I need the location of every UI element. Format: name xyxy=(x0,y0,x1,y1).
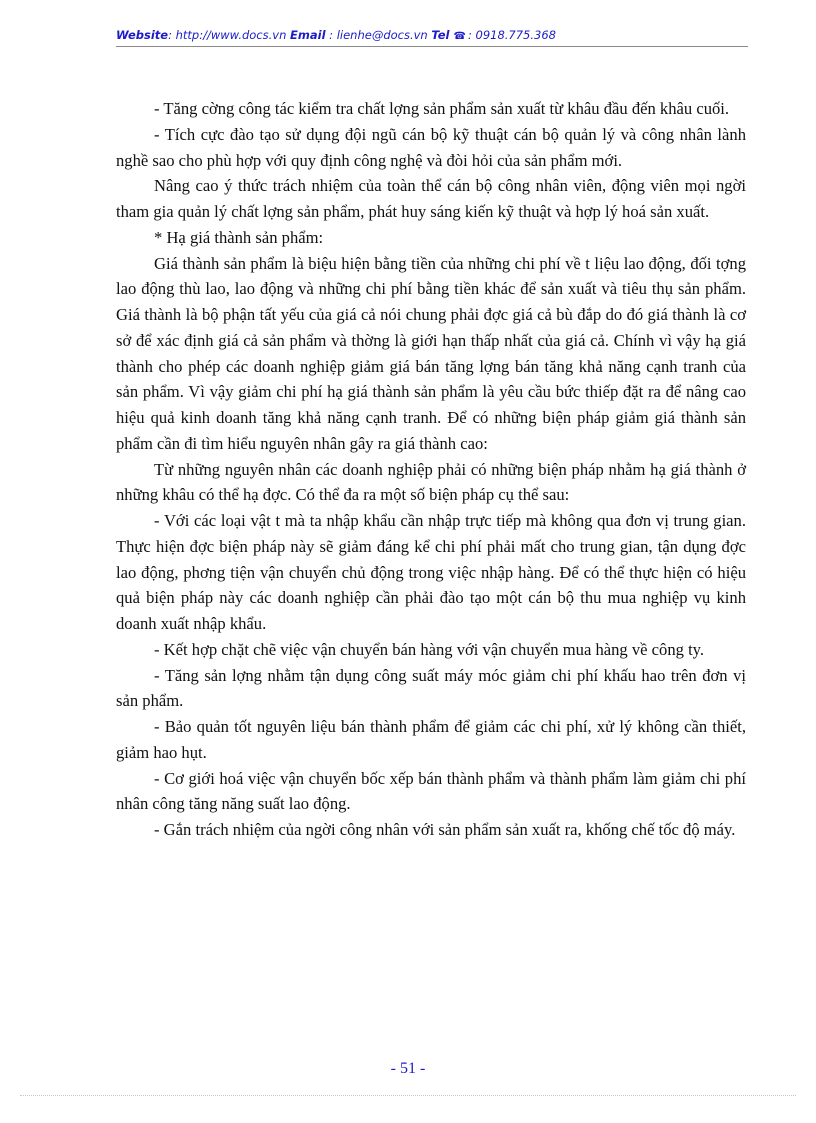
phone-icon: ☎ xyxy=(453,31,466,42)
paragraph: Giá thành sản phẩm là biệu hiện bằng tiền của những chi phí về t liệu lao động, đối tợng lao động thù lao, lao động và những chi phí bằng tiền khác để sản xuất và tiêu thụ sản phẩm. Giá thành là bộ phận tất yếu của giá cả nói chung phải đợc giá cả bù đắp do đó giá thành là cơ sở để xác định giá cả sản phẩm và thờng là giới hạn thấp nhất của giá cả. Chính vì vậy hạ giá thành cho phép các doanh nghiệp giảm giá bán tăng lợng bán tăng khả năng cạnh tranh của sản phẩm. Vì vậy giảm chi phí hạ giá thành sản phẩm là yêu cầu bức thiếp đặt ra để nâng cao hiệu quả kinh doanh tăng khả năng cạnh tranh. Để có những biện pháp giảm giá thành sản phẩm cần đi tìm hiểu nguyên nhân gây ra giá thành cao: xyxy=(116,253,746,453)
document-body xyxy=(116,96,746,843)
tel-value: : 0918.775.368 xyxy=(467,28,556,42)
paragraph: - Với các loại vật t mà ta nhập khẩu cần nhập trực tiếp mà không qua đơn vị trung gian. Thực hiện đợc biện pháp này sẽ giảm đáng kể chi phí phải mất cho trung gian, tận dụng đợc lao động, phơng tiện vận chuyển chủ động trong việc nhập hàng. Để có thể thực hiện có hiệu quả biện pháp này các doanh nghiệp cần phải đào tạo một cán bộ thu mua nghiệp vụ kinh doanh xuất nhập khẩu. xyxy=(116,511,746,633)
email-label: Email xyxy=(290,28,326,42)
section-heading: * Hạ giá thành sản phẩm: xyxy=(154,227,324,247)
paragraph: - Tăng cờng công tác kiểm tra chất lợng sản phẩm sản xuất từ khâu đầu đến khâu cuối. xyxy=(154,99,730,118)
paragraph: - Kết hợp chặt chẽ việc vận chuyển bán hàng với vận chuyển mua hàng về công ty. xyxy=(154,639,705,659)
website-label: Website xyxy=(116,28,169,42)
email-link[interactable]: : lienhe@docs.vn xyxy=(329,28,428,42)
website-url-link[interactable]: : http://www.docs.vn xyxy=(168,28,287,42)
paragraph: Từ những nguyên nhân các doanh nghiệp phải có những biện pháp nhằm hạ giá thành ở những khâu có thể hạ đợc. Có thể đa ra một số biện pháp cụ thể sau: xyxy=(116,459,746,505)
paragraph: - Bảo quản tốt nguyên liệu bán thành phẩm để giảm các chi phí, xử lý không cần thiết, giảm hao hụt. xyxy=(116,717,746,762)
tel-label: Tel xyxy=(431,28,450,42)
header-divider xyxy=(116,46,748,47)
paragraph: - Tích cực đào tạo sử dụng đội ngũ cán bộ kỹ thuật cán bộ quản lý và công nhân lành nghề sao cho phù hợp với quy định công nghệ và đòi hỏi của sản phẩm mới. xyxy=(116,124,746,170)
page-number: - 51 - xyxy=(390,1060,426,1077)
paragraph: - Tăng sản lợng nhằm tận dụng công suất máy móc giảm chi phí khấu hao trên đơn vị sản phẩm. xyxy=(116,665,746,711)
paragraph: - Gắn trách nhiệm của ngời công nhân với sản phẩm sản xuất ra, khống chế tốc độ máy. xyxy=(154,820,736,839)
paragraph: - Cơ giới hoá việc vận chuyển bốc xếp bán thành phẩm và thành phẩm làm giảm chi phí nhân công tăng năng suất lao động. xyxy=(116,768,746,814)
paragraph: Nâng cao ý thức trách nhiệm của toàn thể cán bộ công nhân viên, động viên mọi ngời tham gia quản lý chất lợng sản phẩm, phát huy sáng kiến kỹ thuật và hợp lý hoá sản xuất. xyxy=(116,176,746,221)
page-header xyxy=(116,28,748,42)
page-bottom-border xyxy=(20,1095,796,1096)
